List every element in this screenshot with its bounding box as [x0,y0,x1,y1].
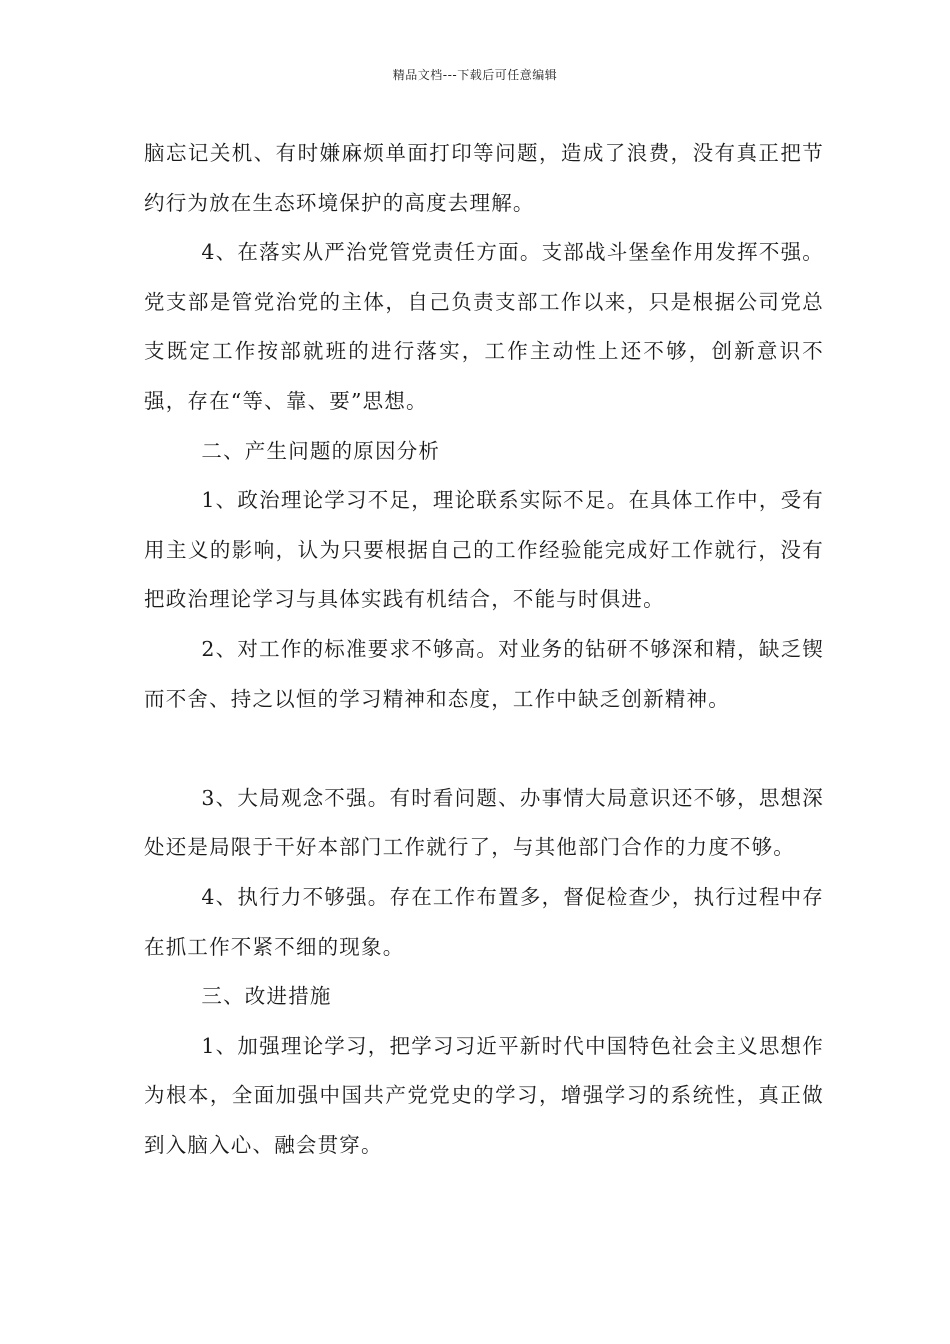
document-body [144,129,824,1170]
page-header: 精品文档---下载后可任意编辑 [392,68,558,82]
paragraph-cause-1: 1、政治理论学习不足，理论联系实际不足。在具体工作中，受有用主义的影响，认为只要根据自己的工作经验能完成好工作就行，没有把政治理论学习与具体实践有机结合，不能与时俱进。 [144,488,824,612]
paragraph-item-4-responsibility: 4、在落实从严治党管党责任方面。支部战斗堡垒作用发挥不强。党支部是管党治党的主体，自己负责支部工作以来，只是根据公司党总支既定工作按部就班的进行落实，工作主动性上还不够，创新意识不强，存在“等、靠、要”思想。 [144,240,824,413]
paragraph-spacer [144,724,824,774]
section-heading-causes: 二、产生问题的原因分析 [201,438,441,463]
paragraph-continuation: 脑忘记关机、有时嫌麻烦单面打印等问题，造成了浪费，没有真正把节约行为放在生态环境保护的高度去理解。 [144,141,824,215]
paragraph-measure-1: 1、加强理论学习，把学习习近平新时代中国特色社会主义思想作为根本，全面加强中国共产党党史的学习，增强学习的系统性，真正做到入脑入心、融会贯穿。 [144,1033,824,1157]
paragraph-cause-4: 4、执行力不够强。存在工作布置多，督促检查少，执行过程中存在抓工作不紧不细的现象。 [144,884,824,959]
paragraph-cause-2: 2、对工作的标准要求不够高。对业务的钻研不够深和精，缺乏锲而不舍、持之以恒的学习精神和态度，工作中缺乏创新精神。 [144,636,824,711]
section-heading-measures: 三、改进措施 [201,984,332,1009]
paragraph-cause-3: 3、大局观念不强。有时看问题、办事情大局意识还不够，思想深处还是局限于干好本部门工作就行了，与其他部门合作的力度不够。 [144,785,824,860]
